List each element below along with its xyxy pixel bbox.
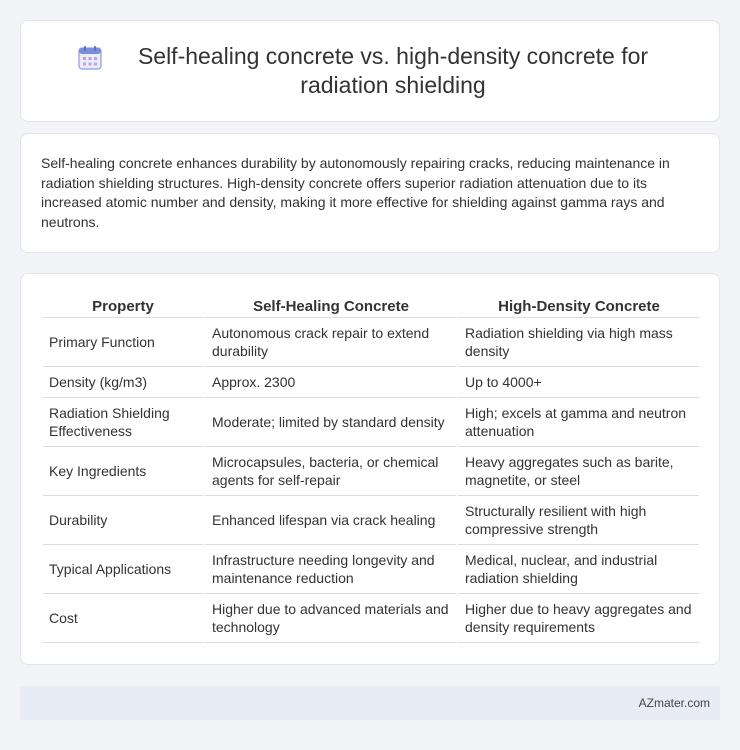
row-self-healing: Microcapsules, bacteria, or chemical agents for self-repair	[203, 447, 456, 496]
row-property: Primary Function	[43, 318, 203, 367]
page-title: Self-healing concrete vs. high-density concrete for radiation shielding	[137, 43, 649, 98]
table-row	[43, 318, 699, 367]
table-row	[43, 447, 699, 496]
table-row	[43, 367, 699, 398]
table-row	[43, 398, 699, 447]
row-property: Typical Applications	[43, 545, 203, 594]
row-property: Key Ingredients	[43, 447, 203, 496]
summary-card	[20, 133, 720, 253]
table-row	[43, 594, 699, 643]
row-high-density: Radiation shielding via high mass density	[456, 318, 699, 367]
row-self-healing: Autonomous crack repair to extend durability	[203, 318, 456, 367]
row-self-healing: Approx. 2300	[203, 367, 456, 398]
row-high-density: Higher due to heavy aggregates and density requirements	[456, 594, 699, 643]
calendar-icon	[77, 45, 103, 71]
comparison-table	[43, 296, 699, 643]
header-property: Property	[43, 296, 203, 318]
footer	[20, 686, 720, 720]
row-high-density: Up to 4000+	[456, 367, 699, 398]
row-self-healing: Infrastructure needing longevity and maintenance reduction	[203, 545, 456, 594]
title-wrap	[77, 42, 663, 100]
table-header-row	[43, 296, 699, 318]
row-property: Radiation Shielding Effectiveness	[43, 398, 203, 447]
title-card	[20, 20, 720, 122]
comparison-table-card	[20, 273, 720, 665]
table-row	[43, 496, 699, 545]
row-property: Cost	[43, 594, 203, 643]
header-high-density: High-Density Concrete	[456, 296, 699, 318]
row-self-healing: Moderate; limited by standard density	[203, 398, 456, 447]
row-high-density: High; excels at gamma and neutron attenuation	[456, 398, 699, 447]
row-property: Density (kg/m3)	[43, 367, 203, 398]
row-high-density: Heavy aggregates such as barite, magnetite, or steel	[456, 447, 699, 496]
row-self-healing: Higher due to advanced materials and technology	[203, 594, 456, 643]
summary-text: Self-healing concrete enhances durability by autonomously repairing cracks, reducing maintenance in radiation shielding structures. High-density concrete offers superior radiation attenuation due to its increased atomic number and density, making it more effective for shielding against gamma rays and neutrons.	[41, 155, 670, 230]
row-self-healing: Enhanced lifespan via crack healing	[203, 496, 456, 545]
table-row	[43, 545, 699, 594]
footer-brand-link[interactable]: AZmater.com	[638, 696, 710, 710]
header-self-healing: Self-Healing Concrete	[203, 296, 456, 318]
row-property: Durability	[43, 496, 203, 545]
row-high-density: Medical, nuclear, and industrial radiation shielding	[456, 545, 699, 594]
row-high-density: Structurally resilient with high compressive strength	[456, 496, 699, 545]
